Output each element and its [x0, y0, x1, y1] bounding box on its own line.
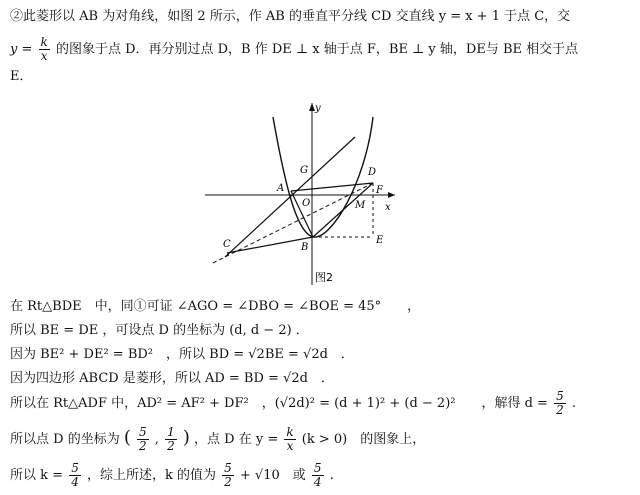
para1-l2-post: 的图象于点 D．再分别过点 D，B 作 DE ⊥ x 轴于点 F，BE ⊥ y 轴，DE与 BE 相交于点: [55, 42, 579, 57]
fraction-denominator: x: [40, 49, 48, 63]
label-C: C: [223, 239, 231, 250]
label-B: B: [301, 242, 309, 253]
label-O: O: [302, 198, 311, 209]
fraction-numerator: 5: [556, 389, 564, 403]
body-l7-post: .: [329, 468, 334, 483]
fraction-denominator: x: [286, 439, 294, 453]
body-line6: [10, 426, 425, 453]
fraction-k-answer-2: [312, 462, 324, 489]
para1-line3: E．: [10, 69, 33, 84]
para1-line1: ②此菱形以 AB 为对角线，如图 2 所示，作 AB 的垂直平分线 CD 交直线 y = x + 1 于点 C，交: [10, 9, 571, 24]
label-M: M: [355, 200, 366, 211]
body-line2: 所以 BE = DE ，可设点 D 的坐标为 (d, d − 2) ．: [10, 323, 309, 338]
body-l6-mid: ，点 D 在 y =: [194, 432, 279, 447]
fraction-k-answer-1: [222, 462, 234, 489]
paren-close: ): [182, 427, 190, 448]
fraction-coord-x: [137, 426, 149, 453]
label-F: F: [376, 185, 383, 196]
line-y-x-plus-1: [225, 137, 355, 257]
label-x: x: [385, 202, 391, 213]
fraction-denominator: 2: [556, 403, 564, 417]
body-l7-pre: 所以 k =: [10, 468, 64, 483]
parabola-curve: [273, 117, 373, 237]
para1-l2-pre: y =: [10, 42, 33, 57]
fraction-d-value: [554, 390, 566, 417]
figure-2-diagram: [205, 95, 405, 290]
paren-open: (: [123, 427, 131, 448]
body-line4: 因为四边形 ABCD 是菱形，所以 AD = BD = √2d ．: [10, 371, 334, 386]
fraction-numerator: k: [40, 35, 48, 49]
comma: ,: [154, 432, 159, 447]
fraction-coord-y: [165, 426, 177, 453]
x-axis-arrow: [388, 192, 395, 198]
fraction-k-value: [69, 462, 81, 489]
fraction-k-over-x: [39, 36, 50, 63]
label-E: E: [376, 235, 384, 246]
body-l7-mid: ，综上所述，k 的值为: [86, 468, 216, 483]
body-line1: 在 Rt△BDE 中，同①可证 ∠AGO = ∠DBO = ∠BOE = 45° ，: [10, 299, 421, 314]
fraction-denominator: 4: [71, 475, 79, 489]
fraction-denominator: 4: [313, 475, 322, 489]
body-l7-plus: + √10 或: [239, 468, 306, 483]
body-line7: [10, 462, 334, 489]
body-line5: [10, 390, 576, 417]
fraction-denominator: 2: [224, 475, 232, 489]
label-D: D: [368, 167, 377, 178]
fraction-denominator: 2: [167, 439, 175, 453]
body-l5-post: .: [571, 396, 577, 411]
fraction-numerator: 5: [224, 461, 232, 475]
fraction-numerator: 5: [139, 425, 147, 439]
fraction-numerator: k: [286, 425, 294, 439]
fraction-numerator: 1: [167, 425, 175, 439]
fraction-denominator: 2: [139, 439, 147, 453]
para1-line2: [10, 36, 578, 63]
label-G: G: [300, 165, 308, 176]
label-y: y: [315, 103, 321, 114]
fraction-numerator: 5: [313, 461, 322, 475]
label-A: A: [277, 183, 285, 194]
body-l6-post: (k > 0) 的图象上，: [301, 432, 426, 447]
body-l6-pre: 所以点 D 的坐标为: [10, 432, 120, 447]
fraction-k-over-x-2: [284, 426, 295, 453]
figure-caption: 图2: [315, 271, 333, 284]
body-line3: 因为 BE² + DE² = BD² ，所以 BD = √2BE = √2d ．: [10, 347, 354, 362]
fraction-numerator: 5: [71, 461, 79, 475]
body-l5-pre: 所以在 Rt△ADF 中，AD² = AF² + DF² ，(√2d)² = (d + 1)² + (d − 2)² ，解得 d =: [10, 396, 548, 411]
